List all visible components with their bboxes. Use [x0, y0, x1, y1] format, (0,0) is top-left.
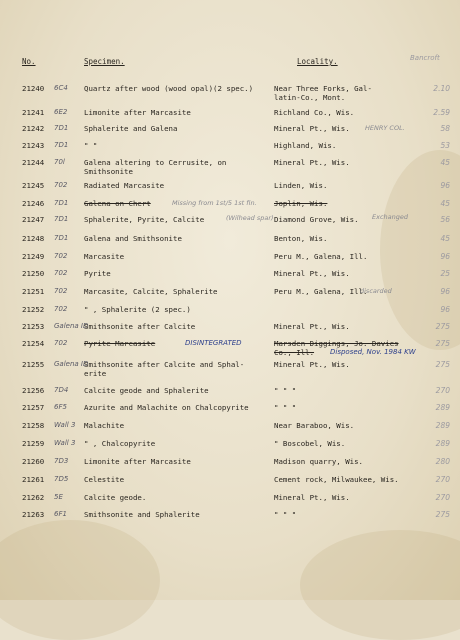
locality: " " "	[274, 403, 297, 412]
location-code: 7D4	[54, 386, 69, 394]
location-code: 702	[54, 181, 68, 189]
catalog-row	[0, 305, 460, 323]
catalog-row	[0, 287, 460, 305]
margin-note: 96	[440, 252, 450, 261]
locality: " Boscobel, Wis.	[274, 439, 346, 448]
location-code: 7D1	[54, 215, 69, 223]
location-code: Galena ID	[54, 360, 89, 368]
location-code: 7D1	[54, 234, 69, 242]
location-code: 7D1	[54, 141, 69, 149]
specimen-name: " , Chalcopyrite	[84, 439, 156, 448]
location-code: 702	[54, 252, 68, 260]
locality: Highland, Wis.	[274, 141, 337, 150]
specimen-name-continued: erite	[84, 369, 107, 378]
specimen-name: Malachite	[84, 421, 125, 430]
row-number: 21251	[22, 287, 45, 296]
specimen-name: Radiated Marcasite	[84, 181, 165, 190]
catalog-row	[0, 124, 460, 142]
margin-note: 275	[435, 360, 450, 369]
catalog-row	[0, 439, 460, 457]
margin-note: 25	[440, 269, 450, 278]
margin-note: 280	[435, 457, 450, 466]
locality: Peru M., Galena, Ill.	[274, 252, 368, 261]
handwritten-note-2: Exchanged	[372, 213, 409, 221]
margin-note: 45	[440, 199, 450, 208]
row-number: 21244	[22, 158, 45, 167]
specimen-name: Galena on Chert	[84, 199, 151, 208]
row-number: 21252	[22, 305, 45, 314]
specimen-name: Calcite geode.	[84, 493, 147, 502]
locality: Diamond Grove, Wis.	[274, 215, 359, 224]
locality: Mineral Pt., Wis.	[274, 269, 350, 278]
catalog-row	[0, 386, 460, 404]
header-specimen: Specimen.	[84, 57, 125, 66]
header-no: No.	[22, 57, 36, 66]
location-code: Wall 3	[54, 421, 76, 429]
location-code: 7D1	[54, 199, 69, 207]
handwritten-note: discarded	[360, 287, 392, 295]
row-number: 21263	[22, 510, 45, 519]
margin-note: 96	[440, 305, 450, 314]
locality-continued: latin-Co., Mont.	[274, 93, 346, 102]
location-code: Wall 3	[54, 439, 76, 447]
margin-note: 45	[440, 234, 450, 243]
catalog-row	[0, 215, 460, 233]
locality: Mineral Pt., Wis.	[274, 158, 350, 167]
locality: Linden, Wis.	[274, 181, 328, 190]
specimen-name: Quartz after wood (wood opal)(2 spec.)	[84, 84, 254, 93]
handwritten-note: (Wilhead spar)	[226, 214, 274, 222]
location-code: 702	[54, 269, 68, 277]
margin-note: 270	[435, 493, 450, 502]
locality: Benton, Wis.	[274, 234, 328, 243]
locality: Richland Co., Wis.	[274, 108, 355, 117]
catalog-row	[0, 158, 460, 176]
location-code: 702	[54, 305, 68, 313]
catalog-row	[0, 141, 460, 159]
location-code: 702	[54, 339, 68, 347]
row-number: 21258	[22, 421, 45, 430]
specimen-name: Smithsonite and Sphalerite	[84, 510, 200, 519]
row-number: 21257	[22, 403, 45, 412]
row-number: 21242	[22, 124, 45, 133]
specimen-name: Marcasite, Calcite, Sphalerite	[84, 287, 218, 296]
locality: Mineral Pt., Wis.	[274, 322, 350, 331]
row-number: 21256	[22, 386, 45, 395]
locality: Madison quarry, Wis.	[274, 457, 363, 466]
handwritten-note: Missing from 1st/5 1st fin.	[172, 199, 257, 207]
margin-note: 45	[440, 158, 450, 167]
specimen-name: Galena and Smithsonite	[84, 234, 182, 243]
catalog-row	[0, 475, 460, 493]
row-number: 21261	[22, 475, 45, 484]
locality: Cement rock, Milwaukee, Wis.	[274, 475, 399, 484]
specimen-name: Sphalerite, Pyrite, Calcite	[84, 215, 205, 224]
specimen-name: Calcite geode and Sphalerite	[84, 386, 209, 395]
row-number: 21241	[22, 108, 45, 117]
margin-note: 289	[435, 403, 450, 412]
specimen-name: Limonite after Marcasite	[84, 108, 191, 117]
row-number: 21253	[22, 322, 45, 331]
row-number: 21250	[22, 269, 45, 278]
specimen-name: Celestite	[84, 475, 125, 484]
catalog-row	[0, 269, 460, 287]
margin-note: 289	[435, 421, 450, 430]
row-number: 21243	[22, 141, 45, 150]
location-code: 70l	[54, 158, 65, 166]
row-number: 21249	[22, 252, 45, 261]
catalog-row	[0, 457, 460, 475]
catalog-row	[0, 252, 460, 270]
row-number: 21240	[22, 84, 45, 93]
locality: Near Three Forks, Gal-	[274, 84, 372, 93]
margin-note: 2.59	[433, 108, 450, 117]
specimen-name: Azurite and Malachite on Chalcopyrite	[84, 403, 249, 412]
specimen-name: " , Sphalerite (2 spec.)	[84, 305, 191, 314]
locality: Mineral Pt., Wis.	[274, 360, 350, 369]
row-number: 21246	[22, 199, 45, 208]
locality: Marsden Diggings, Jo. Davies	[274, 339, 399, 348]
specimen-name: " "	[84, 141, 98, 150]
catalog-row	[0, 510, 460, 528]
specimen-name-continued: Smithsonite	[84, 167, 133, 176]
specimen-name: Pyrite	[84, 269, 111, 278]
catalog-row	[0, 181, 460, 199]
water-stain	[300, 530, 460, 640]
row-number: 21260	[22, 457, 45, 466]
margin-note: 96	[440, 287, 450, 296]
catalog-row	[0, 234, 460, 252]
handwritten-note: DISINTEGRATED	[185, 339, 242, 347]
catalog-row	[0, 493, 460, 511]
catalog-row	[0, 84, 460, 102]
handwritten-note-2: Disposed, Nov. 1984 KW	[330, 348, 416, 356]
margin-note: 289	[435, 439, 450, 448]
location-code: Galena ID	[54, 322, 89, 330]
location-code: 6F5	[54, 403, 67, 411]
location-code: 6E2	[54, 108, 68, 116]
location-code: 7D5	[54, 475, 69, 483]
locality: Near Baraboo, Wis.	[274, 421, 355, 430]
catalog-row	[0, 403, 460, 421]
location-code: 7D1	[54, 124, 69, 132]
header-locality: Locality.	[297, 57, 338, 66]
location-code: 6C4	[54, 84, 68, 92]
specimen-name: Marcasite	[84, 252, 125, 261]
catalog-row	[0, 360, 460, 378]
locality: " " "	[274, 510, 297, 519]
row-number: 21255	[22, 360, 45, 369]
specimen-name: Pyrite Marcasite	[84, 339, 156, 348]
location-code: 6F1	[54, 510, 67, 518]
margin-note: 96	[440, 181, 450, 190]
specimen-name: Smithsonite after Calcite	[84, 322, 196, 331]
row-number: 21247	[22, 215, 45, 224]
margin-note: 270	[435, 386, 450, 395]
row-number: 21259	[22, 439, 45, 448]
locality: Peru M., Galena, Ill.	[274, 287, 368, 296]
locality: Mineral Pt., Wis.	[274, 493, 350, 502]
locality-continued: Co., Ill.	[274, 348, 315, 357]
margin-note: 53	[440, 141, 450, 150]
catalog-row	[0, 421, 460, 439]
row-number: 21248	[22, 234, 45, 243]
water-stain	[0, 520, 160, 640]
locality: " " "	[274, 386, 297, 395]
location-code: 5E	[54, 493, 63, 501]
catalog-row	[0, 339, 460, 357]
margin-note: 275	[435, 322, 450, 331]
corner-note: Bancroft	[410, 54, 440, 62]
margin-note: 275	[435, 339, 450, 348]
margin-note: 270	[435, 475, 450, 484]
handwritten-note: HENRY COL.	[365, 124, 405, 132]
specimen-name: Limonite after Marcasite	[84, 457, 191, 466]
locality: Mineral Pt., Wis.	[274, 124, 350, 133]
row-number: 21254	[22, 339, 45, 348]
specimen-name: Smithsonite after Calcite and Sphal-	[84, 360, 245, 369]
row-number: 21245	[22, 181, 45, 190]
margin-note: 2.10	[433, 84, 450, 93]
specimen-name: Sphalerite and Galena	[84, 124, 178, 133]
row-number: 21262	[22, 493, 45, 502]
margin-note: 56	[440, 215, 450, 224]
location-code: 702	[54, 287, 68, 295]
margin-note: 58	[440, 124, 450, 133]
margin-note: 275	[435, 510, 450, 519]
specimen-name: Galena altering to Cerrusite, on	[84, 158, 227, 167]
location-code: 7D3	[54, 457, 69, 465]
locality: Joplin, Wis.	[274, 199, 328, 208]
catalog-row	[0, 322, 460, 340]
